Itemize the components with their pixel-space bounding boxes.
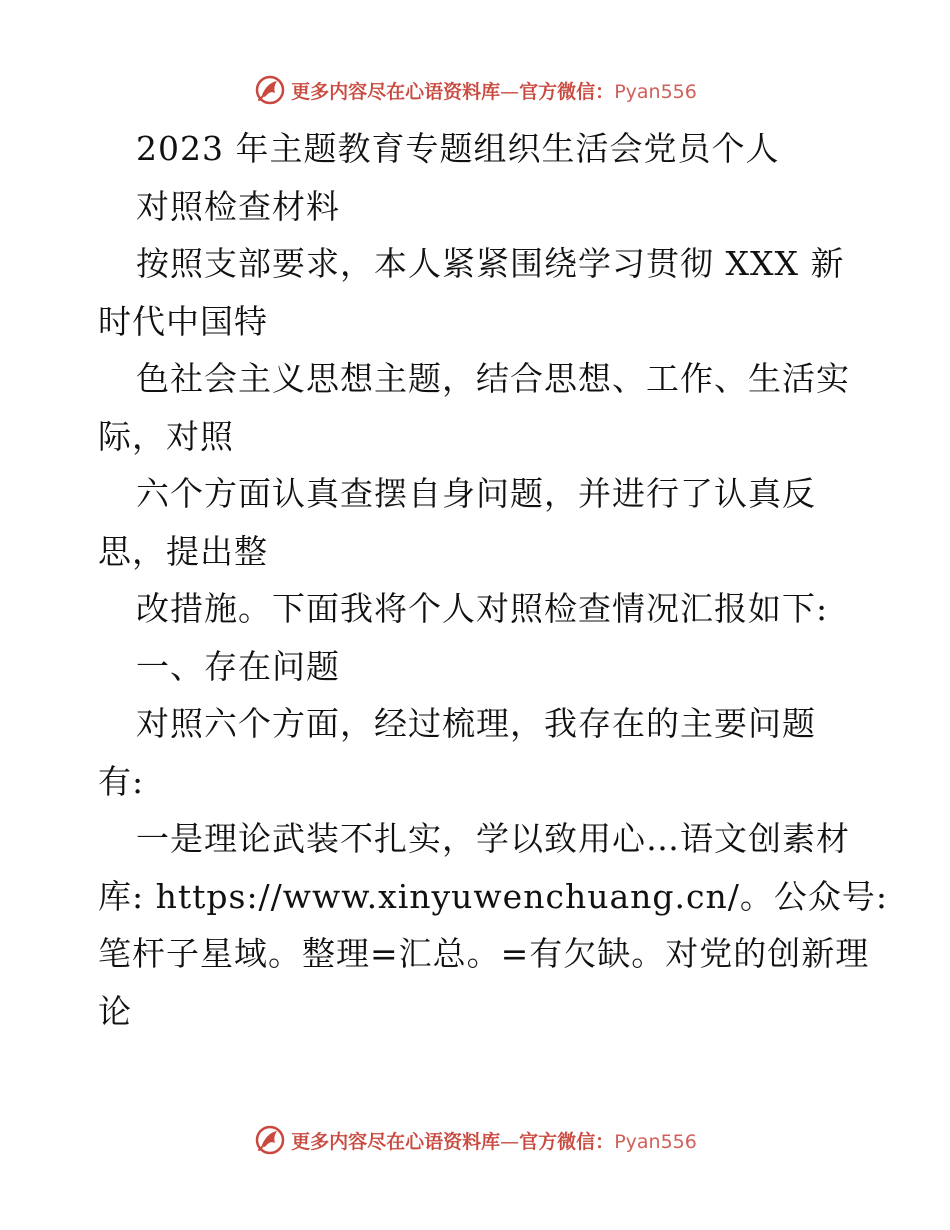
- watermark-text: [291, 1127, 697, 1154]
- footer-watermark: [0, 1120, 950, 1160]
- text-line: 对照六个方面，经过梳理，我存在的主要问题: [136, 704, 816, 743]
- brand-logo-icon: [253, 73, 287, 107]
- text-line: 2023 年主题教育专题组织生活会党员个人: [136, 129, 780, 168]
- document-body: [98, 120, 888, 1040]
- text-line: 对照检查材料: [136, 186, 340, 226]
- watermark-text: [291, 77, 697, 104]
- text-line: 一是理论武装不扎实，学以致用心…语文创素材: [136, 819, 850, 858]
- text-line: 色社会主义思想主题，结合思想、工作、生活实: [136, 359, 850, 398]
- text-line: 库: https://www.xinyuwenchuang.cn/。公众号:: [98, 876, 888, 916]
- watermark-title: 更多内容尽在心语资料库: [291, 80, 501, 103]
- watermark-separator: —: [500, 80, 520, 103]
- text-line: 改措施。下面我将个人对照检查情况汇报如下:: [136, 589, 829, 628]
- brand-logo-icon: [253, 1123, 287, 1157]
- text-line: 论: [98, 991, 132, 1031]
- text-line: 笔杆子星域。整理=汇总。=有欠缺。对党的创新理: [98, 934, 870, 973]
- watermark-handle: Pyan556: [614, 80, 697, 103]
- text-line: 六个方面认真查摆自身问题，并进行了认真反: [136, 474, 816, 513]
- watermark-title: 更多内容尽在心语资料库: [291, 1130, 501, 1153]
- text-line: 时代中国特: [98, 301, 268, 341]
- text-line: 有:: [98, 761, 145, 801]
- watermark-suffix: 官方微信：: [519, 80, 615, 103]
- watermark-separator: —: [500, 1130, 520, 1153]
- header-watermark: [0, 70, 950, 110]
- watermark-handle: Pyan556: [614, 1130, 697, 1153]
- section-heading: 一、存在问题: [136, 646, 340, 686]
- text-line: 思，提出整: [98, 531, 268, 571]
- text-line: 按照支部要求，本人紧紧围绕学习贯彻 XXX 新: [136, 244, 845, 283]
- watermark-suffix: 官方微信：: [519, 1130, 615, 1153]
- text-line: 际，对照: [98, 416, 234, 456]
